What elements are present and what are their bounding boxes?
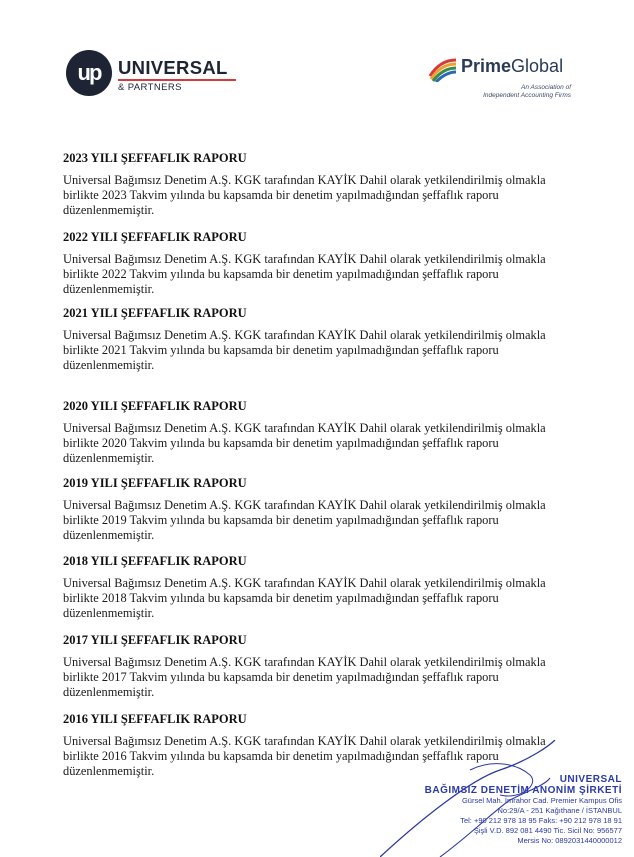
report-body: Universal Bağımsız Denetim A.Ş. KGK tarafından KAYİK Dahil olarak yetkilendirilmiş olmakla birlikte 2017 Takvim yılında bu kapsamda bir denetim yapılmadığından şeffaflık raporu düzenlenmemiştir. — [63, 655, 546, 699]
report-body: Universal Bağımsız Denetim A.Ş. KGK tarafından KAYİK Dahil olarak yetkilendirilmiş olmakla birlikte 2016 Takvim yılında bu kapsamda bir denetim yapılmadığından şeffaflık raporu düzenlenmemiştir. — [63, 734, 546, 778]
company-stamp — [380, 740, 634, 857]
report-title: 2022 YILI ŞEFFAFLIK RAPORU — [63, 230, 247, 244]
report-title: 2018 YILI ŞEFFAFLIK RAPORU — [63, 554, 247, 568]
stamp-text-block — [425, 774, 622, 846]
report-body: Universal Bağımsız Denetim A.Ş. KGK tarafından KAYİK Dahil olarak yetkilendirilmiş olmakla birlikte 2019 Takvim yılında bu kapsamda bir denetim yapılmadığından şeffaflık raporu düzenlenmemiştir. — [63, 498, 546, 542]
up-monogram-icon: up — [66, 50, 112, 96]
report-title: 2020 YILI ŞEFFAFLIK RAPORU — [63, 399, 247, 413]
logo-underline — [118, 79, 236, 81]
universal-partners-logo — [66, 50, 236, 96]
report-section-2023 — [63, 151, 563, 218]
report-title: 2023 YILI ŞEFFAFLIK RAPORU — [63, 151, 247, 165]
report-title: 2017 YILI ŞEFFAFLIK RAPORU — [63, 633, 247, 647]
report-section-2022 — [63, 230, 563, 297]
report-body: Universal Bağımsız Denetim A.Ş. KGK tarafından KAYİK Dahil olarak yetkilendirilmiş olmakla birlikte 2022 Takvim yılında bu kapsamda bir denetim yapılmadığından şeffaflık raporu düzenlenmemiştir. — [63, 252, 546, 296]
primeglobal-tagline: An Association of Independent Accounting Firms — [483, 84, 571, 99]
stamp-tax-line: Şişli V.D. 892 081 4490 Tic. Sicil No: 956577 — [473, 826, 622, 835]
report-title: 2021 YILI ŞEFFAFLIK RAPORU — [63, 306, 247, 320]
report-body: Universal Bağımsız Denetim A.Ş. KGK tarafından KAYİK Dahil olarak yetkilendirilmiş olmakla birlikte 2020 Takvim yılında bu kapsamda bir denetim yapılmadığından şeffaflık raporu düzenlenmemiştir. — [63, 421, 546, 465]
report-body: Universal Bağımsız Denetim A.Ş. KGK tarafından KAYİK Dahil olarak yetkilendirilmiş olmakla birlikte 2023 Takvim yılında bu kapsamda bir denetim yapılmadığından şeffaflık raporu düzenlenmemiştir. — [63, 173, 546, 217]
primeglobal-swoosh-icon — [428, 56, 458, 82]
stamp-address-line: Gürsel Mah. İmrahor Cad. Premier Kampus Ofis — [461, 796, 622, 805]
report-title: 2016 YILI ŞEFFAFLIK RAPORU — [63, 712, 247, 726]
logo-brand-sub: & PARTNERS — [118, 82, 182, 93]
primeglobal-name: PrimeGlobal — [461, 56, 564, 76]
report-section-2021 — [63, 306, 563, 373]
report-section-2018 — [63, 554, 563, 621]
report-section-2020 — [63, 399, 563, 466]
stamp-subtitle: BAĞIMSIZ DENETİM ANONİM ŞİRKETİ — [424, 785, 622, 796]
logo-brand-name: UNIVERSAL — [118, 57, 228, 78]
stamp-address-line: No:29/A - 251 Kağıthane / İSTANBUL — [497, 806, 622, 815]
stamp-mersis-line: Mersis No: 0892031440000012 — [517, 836, 622, 845]
primeglobal-logo — [428, 54, 573, 106]
stamp-title: UNIVERSAL — [559, 774, 622, 785]
report-body: Universal Bağımsız Denetim A.Ş. KGK tarafından KAYİK Dahil olarak yetkilendirilmiş olmakla birlikte 2018 Takvim yılında bu kapsamda bir denetim yapılmadığından şeffaflık raporu düzenlenmemiştir. — [63, 576, 546, 620]
report-section-2017 — [63, 633, 563, 700]
report-title: 2019 YILI ŞEFFAFLIK RAPORU — [63, 476, 247, 490]
report-section-2019 — [63, 476, 563, 543]
report-body: Universal Bağımsız Denetim A.Ş. KGK tarafından KAYİK Dahil olarak yetkilendirilmiş olmakla birlikte 2021 Takvim yılında bu kapsamda bir denetim yapılmadığından şeffaflık raporu düzenlenmemiştir. — [63, 328, 546, 372]
stamp-phone-line: Tel: +90 212 978 18 95 Faks: +90 212 978 18 91 — [460, 816, 622, 825]
